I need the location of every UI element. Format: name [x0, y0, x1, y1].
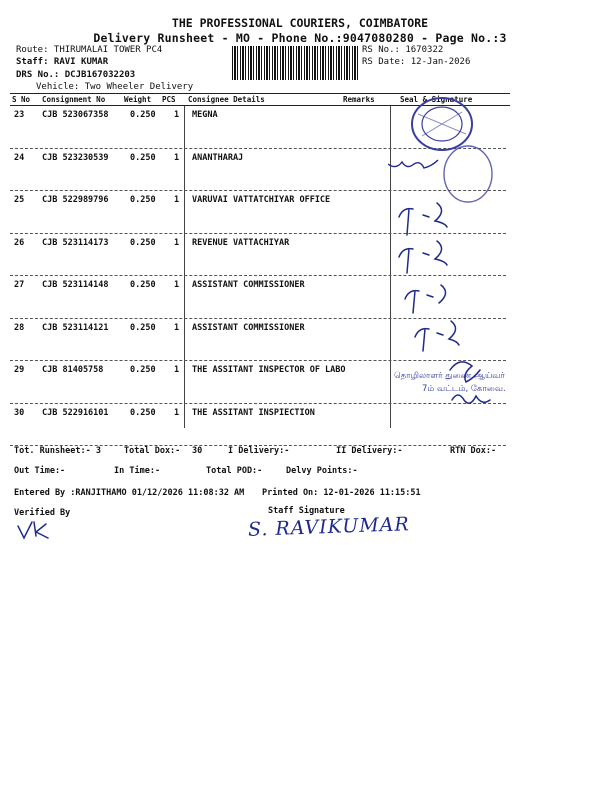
- i-delivery: I Delivery:-: [228, 446, 290, 456]
- row-consignment-no: CJB 81405758: [42, 365, 104, 375]
- staff-handwritten-signature: S. RAVIKUMAR: [247, 513, 411, 541]
- row-sno: 28: [14, 322, 25, 333]
- rs-date: RS Date: 12-Jan-2026: [362, 57, 471, 67]
- stamp-line-2: 7ம் வட்டம், கோவை.: [422, 384, 506, 394]
- row-divider: [10, 190, 506, 191]
- barcode: [232, 46, 358, 80]
- row-consignment-no: CJB 522916101: [42, 407, 109, 418]
- total-dox-label: Total Dox:-: [124, 446, 181, 456]
- round-seal-stamp: [388, 92, 498, 212]
- header-bottom-rule: [10, 105, 510, 106]
- col-seal-signature: Seal & Signature: [400, 95, 473, 104]
- row-divider: [10, 318, 506, 319]
- header-top-rule: [10, 93, 510, 94]
- drs-number: DRS No.: DCJB167032203: [16, 70, 136, 80]
- row-consignment-no: CJB 523114121: [42, 322, 109, 333]
- row-weight: 0.250: [130, 110, 156, 120]
- printed-on: Printed On: 12-01-2026 11:15:51: [262, 488, 421, 498]
- row-consignee: THE ASSITANT INSPECTOR OF LABO: [192, 365, 346, 375]
- delivery-points: Delvy Points:-: [286, 466, 358, 476]
- ii-delivery: II Delivery:-: [336, 446, 403, 456]
- in-time: In Time:-: [114, 466, 161, 476]
- row-sno: 23: [14, 110, 25, 120]
- row-consignee: ASSISTANT COMMISSIONER: [192, 322, 305, 333]
- verified-by-label: Verified By: [14, 508, 71, 518]
- out-time: Out Time:-: [14, 466, 66, 476]
- row-consignee: ASSISTANT COMMISSIONER: [192, 280, 305, 290]
- row-sno: 24: [14, 152, 25, 163]
- row-divider: [10, 275, 506, 276]
- row-sno: 30: [14, 407, 25, 418]
- col-sno: S No: [12, 95, 31, 104]
- labour-inspector-stamp: [394, 370, 506, 396]
- row-divider: [10, 403, 506, 404]
- row-divider: [10, 148, 506, 149]
- row-pcs: 1: [174, 280, 180, 290]
- row-pcs: 1: [174, 195, 180, 205]
- row-sno: 27: [14, 280, 25, 290]
- vehicle-label: Vehicle: Two Wheeler Delivery: [36, 82, 194, 92]
- col-weight: Weight: [124, 95, 152, 104]
- rtn-dox: RTN Dox:-: [450, 446, 497, 456]
- rs-number: RS No.: 1670322: [362, 45, 444, 55]
- row-consignee: THE ASSITANT INSPIECTION: [192, 407, 315, 418]
- row-weight: 0.250: [130, 365, 156, 375]
- row-consignment-no: CJB 523114173: [42, 237, 109, 248]
- total-pod: Total POD:-: [206, 466, 263, 476]
- row-consignee: MEGNA: [192, 110, 218, 120]
- col-consignment: Consignment No: [42, 95, 106, 104]
- row-consignee: VARUVAI VATTATCHIYAR OFFICE: [192, 195, 331, 205]
- row-consignment-no: CJB 523114148: [42, 280, 109, 290]
- stamp-line-1: தொழிலாளர் துணை ஆய்வர்: [394, 371, 505, 381]
- row-consignee: REVENUE VATTACHIYAR: [192, 237, 290, 248]
- row-pcs: 1: [174, 237, 180, 248]
- staff-signature-label: Staff Signature: [268, 506, 345, 516]
- row-pcs: 1: [174, 322, 180, 333]
- column-separator: [390, 106, 391, 428]
- col-remarks: Remarks: [343, 95, 375, 104]
- row-weight: 0.250: [130, 280, 156, 290]
- row-divider: [10, 360, 506, 361]
- row-consignment-no: CJB 523067358: [42, 110, 109, 120]
- row-weight: 0.250: [130, 195, 156, 205]
- row-weight: 0.250: [130, 407, 156, 418]
- row-consignment-no: CJB 522989796: [42, 195, 109, 205]
- row-pcs: 1: [174, 365, 180, 375]
- verified-signature: [16, 518, 56, 544]
- total-dox-value: 30: [192, 446, 203, 456]
- total-runsheet: Tot. Runsheet:- 3: [14, 446, 101, 456]
- row-consignment-no: CJB 523230539: [42, 152, 109, 163]
- column-separator: [184, 106, 185, 428]
- col-consignee: Consignee Details: [188, 95, 265, 104]
- row-consignee: ANANTHARAJ: [192, 152, 244, 163]
- row-sno: 29: [14, 365, 25, 375]
- staff-label: Staff: RAVI KUMAR: [16, 57, 109, 67]
- row-weight: 0.250: [130, 237, 156, 248]
- entered-by: Entered By :RANJITHAMO 01/12/2026 11:08:32 AM: [14, 488, 245, 498]
- row-weight: 0.250: [130, 152, 156, 163]
- company-title: THE PROFESSIONAL COURIERS, COIMBATORE: [171, 16, 429, 30]
- row-divider: [10, 233, 506, 234]
- row-pcs: 1: [174, 152, 180, 163]
- col-pcs: PCS: [162, 95, 176, 104]
- route-label: Route: THIRUMALAI TOWER PC4: [16, 45, 163, 55]
- row-sno: 25: [14, 195, 25, 205]
- runsheet-title: Delivery Runsheet - MO - Phone No.:9047080280 - Page No.:3: [93, 31, 507, 45]
- row-sno: 26: [14, 237, 25, 248]
- row-pcs: 1: [174, 110, 180, 120]
- row-pcs: 1: [174, 407, 180, 418]
- row-weight: 0.250: [130, 322, 156, 333]
